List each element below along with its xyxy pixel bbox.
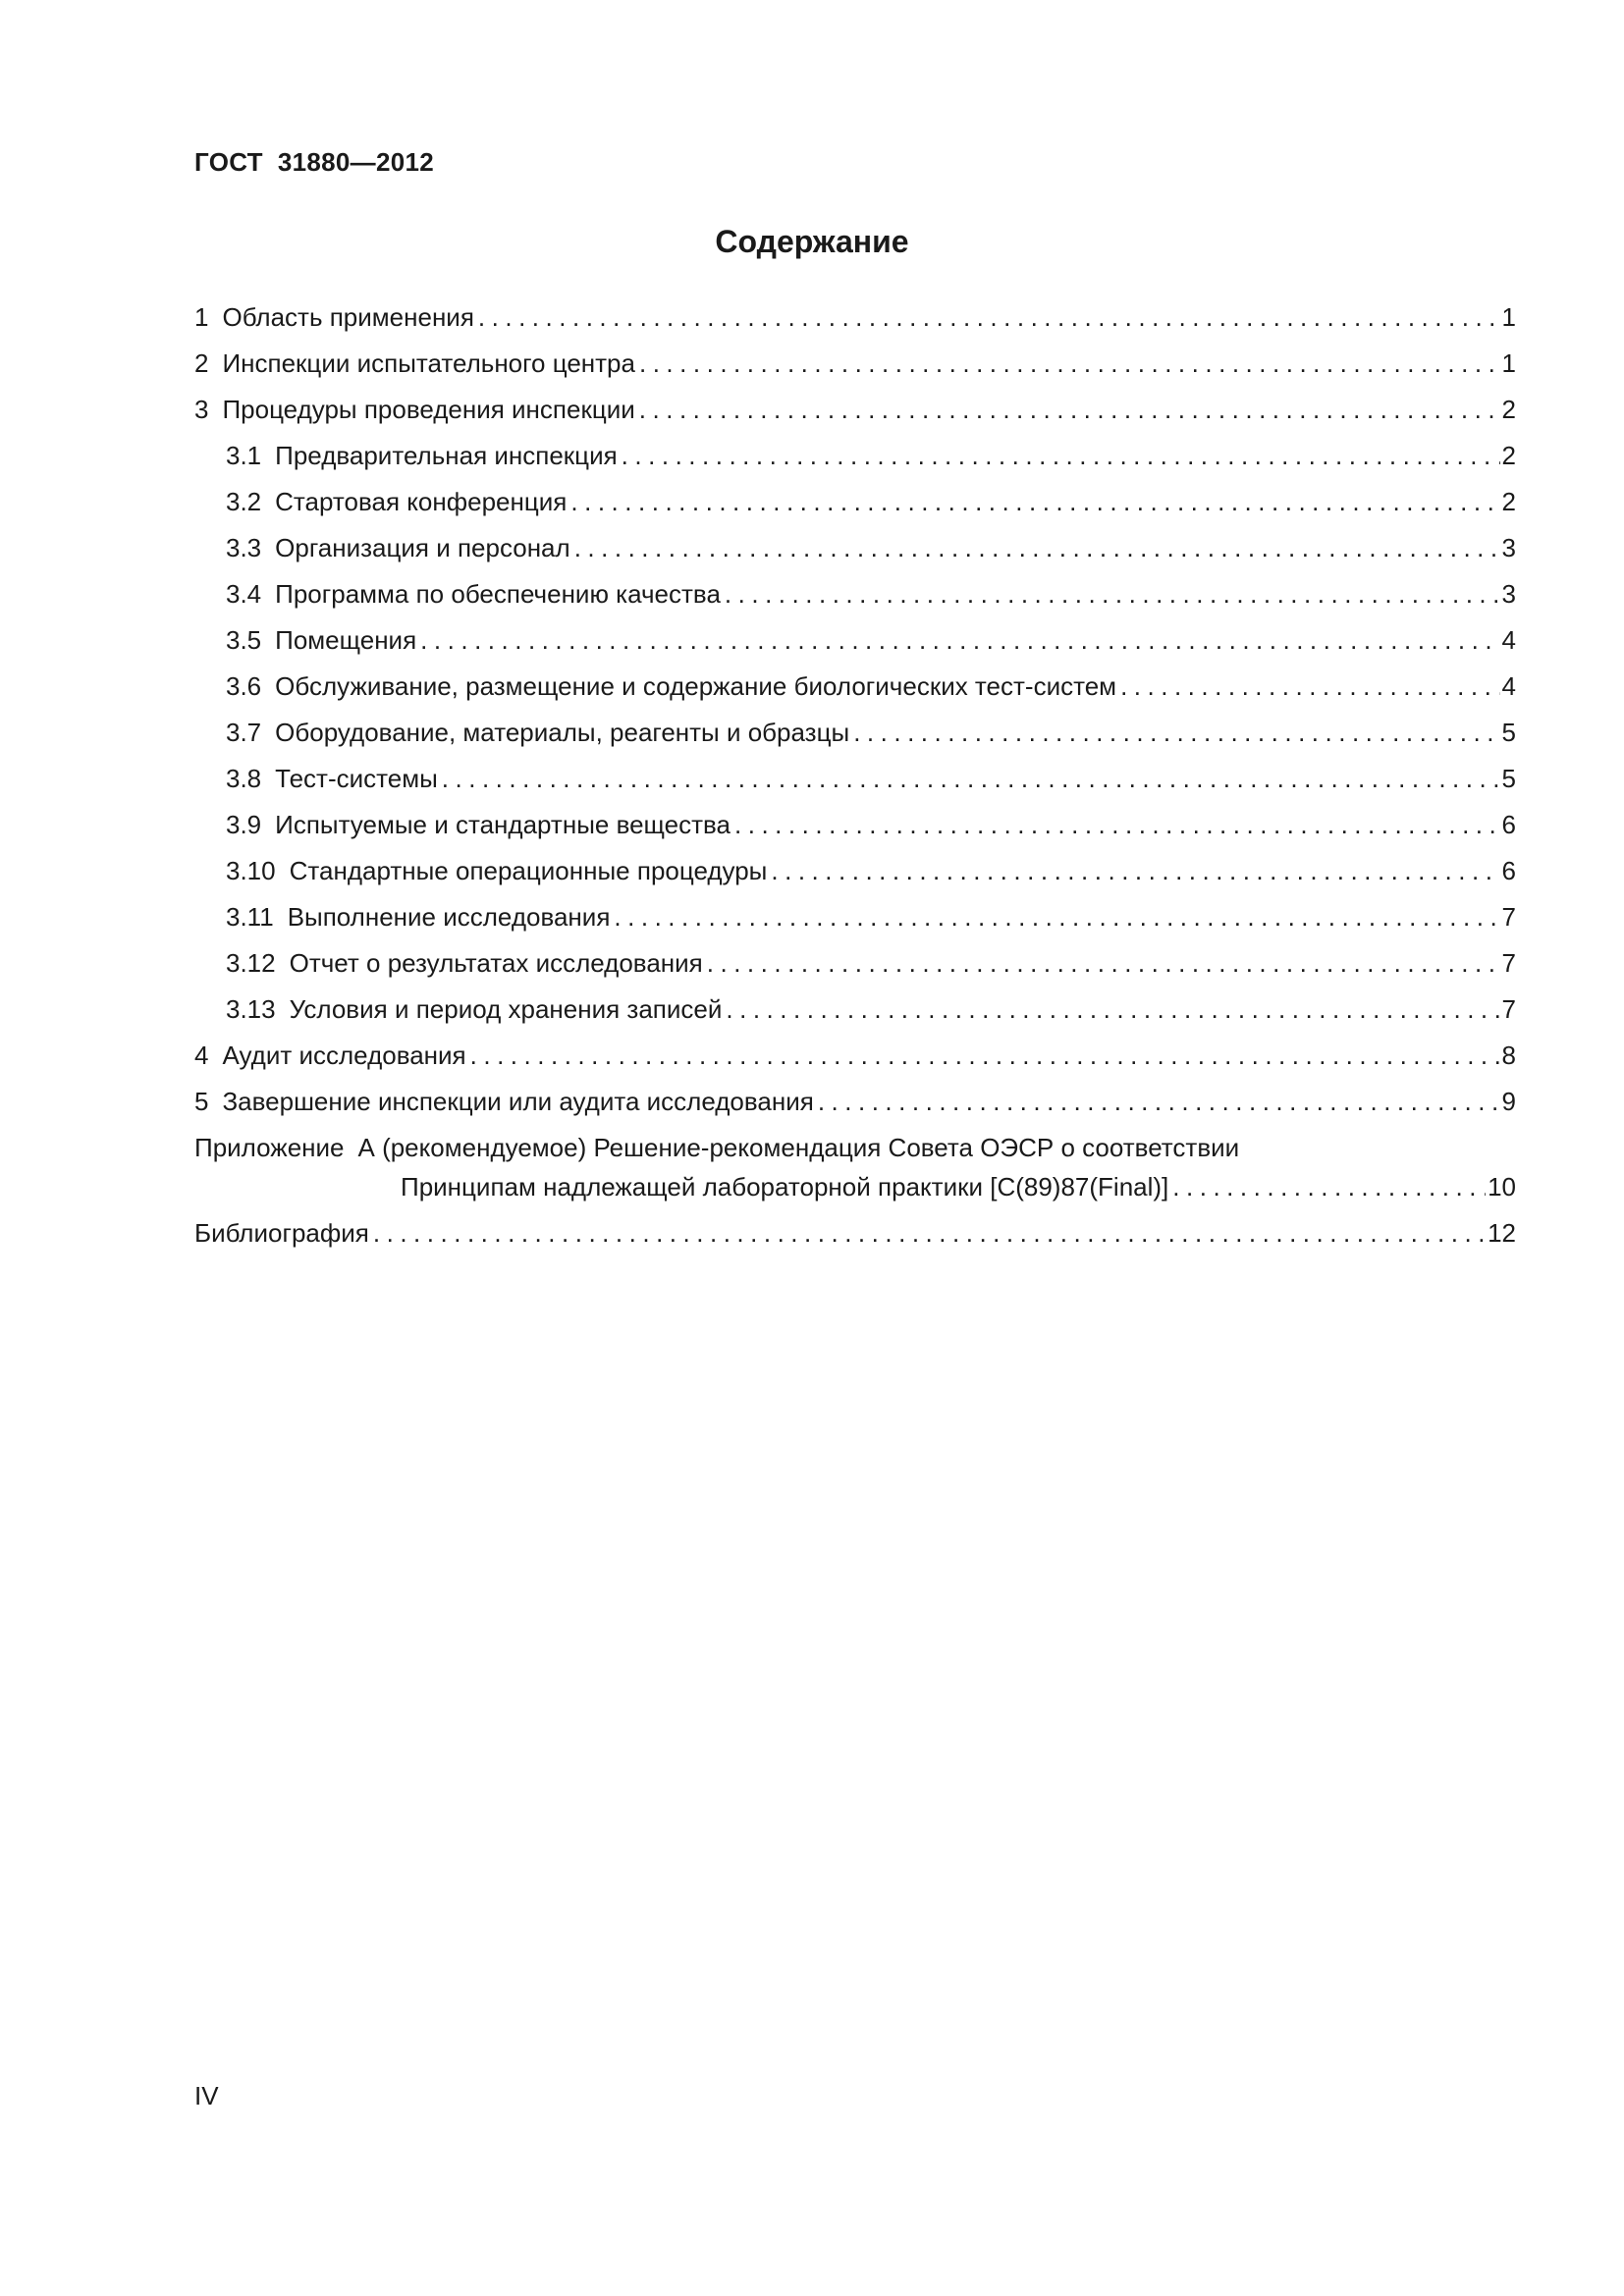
toc-page-number: 9 [1501,1087,1516,1116]
toc-entry-label: 3.8 Тест-системы [226,764,438,793]
toc-entry-3-4[interactable] [194,577,1516,623]
toc-page-number: 3 [1501,533,1516,562]
dot-leader [373,1216,1486,1250]
page-number: IV [194,2081,219,2110]
toc-page-number: 1 [1501,348,1516,378]
toc-page-number: 5 [1501,718,1516,747]
toc-entry-3-9[interactable] [194,808,1516,854]
toc-entry-label: 3.3 Организация и персонал [226,533,570,562]
toc-page-number: 12 [1488,1218,1516,1248]
toc-entry-label: 4 Аудит исследования [194,1041,466,1070]
toc-entry-3-11[interactable] [194,900,1516,946]
toc-page-number: 2 [1501,441,1516,470]
toc-entry-3-12[interactable] [194,946,1516,992]
dot-leader [478,300,1500,334]
toc-page-number: 7 [1501,948,1516,978]
toc-appendix-a[interactable] [194,1131,1516,1170]
toc-page-number: 4 [1501,625,1516,655]
toc-appendix-a-continued[interactable] [194,1170,1516,1216]
toc-entry-label: Библиография [194,1218,369,1248]
dot-leader [725,577,1500,611]
toc-entry-label: 3.12 Отчет о результатах исследования [226,948,703,978]
dot-leader [726,992,1499,1026]
toc-entry-3-10[interactable] [194,854,1516,900]
toc-entry-label: 3.6 Обслуживание, размещение и содержание биологических тест-систем [226,671,1117,701]
toc-entry-label: 3.13 Условия и период хранения записей [226,994,723,1024]
toc-entry-3-6[interactable] [194,669,1516,716]
toc-page-number: 1 [1501,302,1516,332]
dot-leader [470,1039,1500,1072]
dot-leader [818,1085,1500,1118]
appendix-title-line2: Принципам надлежащей лабораторной практики [C(89)87(Final)] [401,1172,1169,1201]
dot-leader [853,716,1499,749]
dot-leader [1172,1170,1486,1203]
toc-entry-label: 2 Инспекции испытательного центра [194,348,635,378]
dot-leader [420,623,1499,657]
toc-entry-3-5[interactable] [194,623,1516,669]
document-code: ГОСТ 31880—2012 [194,147,435,177]
dot-leader [442,762,1500,795]
toc-entry-3[interactable] [194,393,1516,439]
toc-entry-3-13[interactable] [194,992,1516,1039]
toc-page-number: 5 [1501,764,1516,793]
dot-leader [622,439,1500,472]
toc-entry-label: 3.9 Испытуемые и стандартные вещества [226,810,731,839]
dot-leader [574,531,1500,564]
dot-leader [771,854,1499,887]
dot-leader [707,946,1500,980]
toc-entry-label: 3.7 Оборудование, материалы, реагенты и образцы [226,718,850,747]
toc-page-number: 3 [1501,579,1516,609]
toc-page-number: 7 [1501,902,1516,932]
toc-page-number: 6 [1501,856,1516,885]
toc-entry-label: 1 Область применения [194,302,474,332]
toc-page-number: 2 [1501,395,1516,424]
toc-bibliography[interactable] [194,1216,1516,1262]
toc-entry-label: 3.10 Стандартные операционные процедуры [226,856,768,885]
table-of-contents [194,300,1516,1262]
toc-page-number: 8 [1501,1041,1516,1070]
dot-leader [639,347,1500,380]
toc-entry-3-3[interactable] [194,531,1516,577]
toc-page-number: 6 [1501,810,1516,839]
toc-entry-label: 3.4 Программа по обеспечению качества [226,579,721,609]
toc-entry-1[interactable] [194,300,1516,347]
toc-entry-label: 3.2 Стартовая конференция [226,487,568,516]
toc-entry-label: 5 Завершение инспекции или аудита исследования [194,1087,814,1116]
toc-entry-label: 3.5 Помещения [226,625,417,655]
toc-entry-label: 3 Процедуры проведения инспекции [194,395,635,424]
toc-entry-5[interactable] [194,1085,1516,1131]
dot-leader [614,900,1499,934]
toc-page-number: 7 [1501,994,1516,1024]
toc-entry-4[interactable] [194,1039,1516,1085]
appendix-title-line1: А (рекомендуемое) Решение-рекомендация Совета ОЭСР о соответствии [357,1133,1240,1162]
dot-leader [1120,669,1499,703]
toc-entry-3-7[interactable] [194,716,1516,762]
toc-entry-label: 3.1 Предварительная инспекция [226,441,618,470]
toc-entry-3-1[interactable] [194,439,1516,485]
page-title: Содержание [715,224,909,259]
toc-entry-3-8[interactable] [194,762,1516,808]
toc-page-number: 4 [1501,671,1516,701]
toc-entry-label: 3.11 Выполнение исследования [226,902,611,932]
toc-page-number: 10 [1488,1172,1516,1201]
toc-entry-3-2[interactable] [194,485,1516,531]
dot-leader [639,393,1500,426]
appendix-label: Приложение [194,1133,345,1162]
dot-leader [734,808,1500,841]
dot-leader [570,485,1499,518]
toc-page-number: 2 [1501,487,1516,516]
toc-entry-2[interactable] [194,347,1516,393]
